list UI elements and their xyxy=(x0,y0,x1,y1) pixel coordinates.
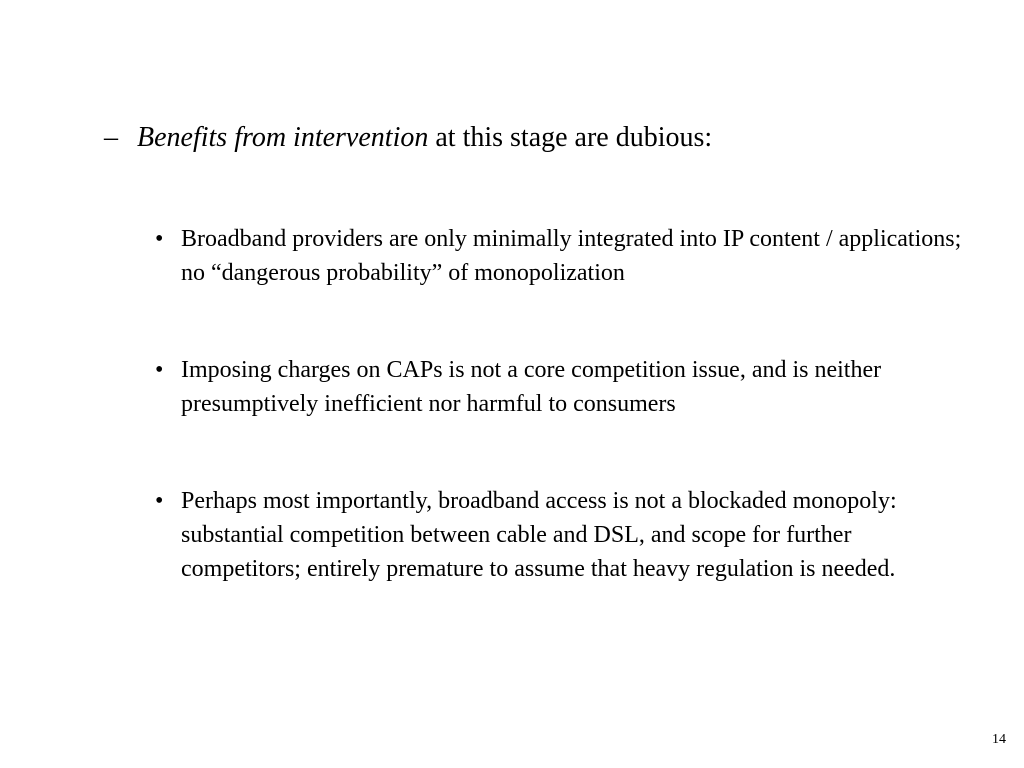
bullet-text: Broadband providers are only minimally integrated into IP content / applications; no “dangerous probability” of monopolization xyxy=(181,226,962,286)
bullet-item xyxy=(155,353,975,421)
bullet-item xyxy=(155,484,975,586)
heading-rest: at this stage are dubious: xyxy=(428,122,713,153)
bullet-marker: • xyxy=(155,226,164,252)
bullet-marker: • xyxy=(155,488,164,514)
heading-point xyxy=(104,118,984,158)
heading-emphasis: Benefits from intervention xyxy=(137,122,429,153)
dash-marker: – xyxy=(104,122,118,153)
bullet-marker: • xyxy=(155,357,164,383)
bullet-text: Imposing charges on CAPs is not a core competition issue, and is neither presumptively inefficient nor harmful to consumers xyxy=(181,357,882,417)
bullet-text: Perhaps most importantly, broadband access is not a blockaded monopoly: substantial competition between cable and DSL, and scope for further competitors; entirely premature to assume that heavy regulation is needed. xyxy=(181,488,897,582)
heading-text xyxy=(137,118,712,158)
page-number: 14 xyxy=(992,732,1006,747)
bullet-item xyxy=(155,222,975,290)
